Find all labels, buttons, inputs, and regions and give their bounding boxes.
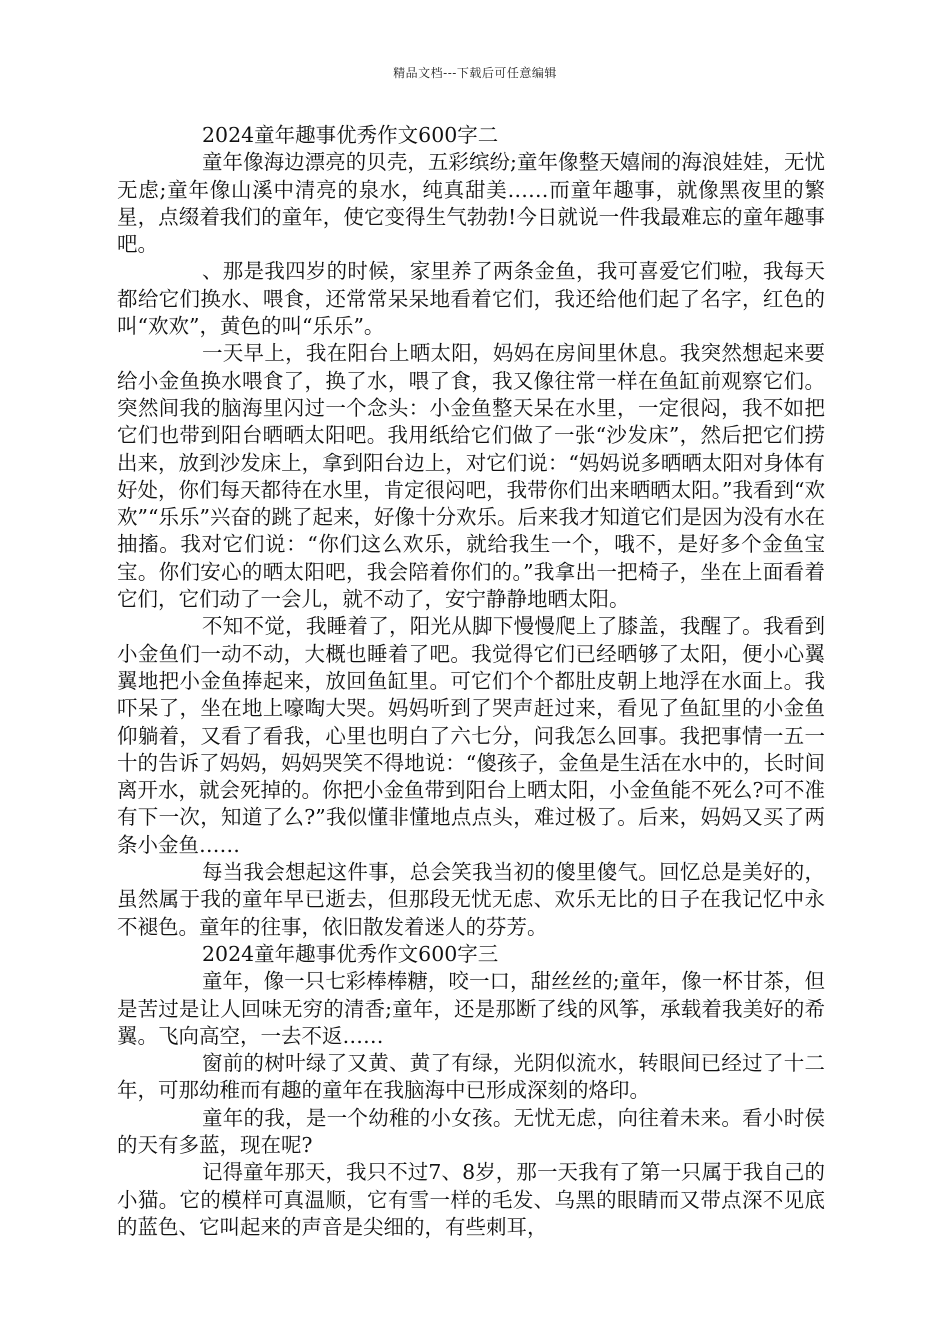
paragraph: 窗前的树叶绿了又黄、黄了有绿，光阴似流水，转眼间已经过了十二年，可那幼稚而有趣的童年在我脑海中已形成深刻的烙印。 [117,1051,825,1103]
paragraph: 童年的我，是一个幼稚的小女孩。无忧无虑，向往着未来。看小时侯的天有多蓝，现在呢? [117,1105,825,1157]
paragraph: 一天早上，我在阳台上晒太阳，妈妈在房间里休息。我突然想起来要给小金鱼换水喂食了，换了水，喂了食，我又像往常一样在鱼缸前观察它们。突然间我的脑海里闪过一个念头：小金鱼整天呆在水里，一定很闷，我不如把它们也带到阳台晒晒太阳吧。我用纸给它们做了一张“沙发床”，然后把它们捞出来，放到沙发床上，拿到阳台边上，对它们说：“妈妈说多晒晒太阳对身体有好处，你们每天都待在水里，肯定很闷吧，我带你们出来晒晒太阳。”我看到“欢欢”“乐乐”兴奋的跳了起来，好像十分欢乐。后来我才知道它们是因为没有水在抽搐。我对它们说：“你们这么欢乐，就给我生一个，哦不，是好多个金鱼宝宝。你们安心的晒太阳吧，我会陪着你们的。”我拿出一把椅子，坐在上面看着它们，它们动了一会儿，就不动了，安宁静静地晒太阳。 [117,341,825,612]
essay-title-2: 2024童年趣事优秀作文600字二 [202,123,499,147]
paragraph: 不知不觉，我睡着了，阳光从脚下慢慢爬上了膝盖，我醒了。我看到小金鱼们一动不动，大概也睡着了吧。我觉得它们已经晒够了太阳，便小心翼翼地把小金鱼捧起来，放回鱼缸里。可它们个个都肚皮朝上地浮在水面上。我吓呆了，坐在地上嚎啕大哭。妈妈听到了哭声赶过来，看见了鱼缸里的小金鱼仰躺着，又看了看我，心里也明白了六七分，问我怎么回事。我把事情一五一十的告诉了妈妈，妈妈哭笑不得地说：“傻孩子，金鱼是生活在水中的，长时间离开水，就会死掉的。你把小金鱼带到阳台上晒太阳，小金鱼能不死么?可不准有下一次，知道了么?”我似懂非懂地点点头，难过极了。后来，妈妈又买了两条小金鱼…… [117,614,825,857]
paragraph: 、那是我四岁的时候，家里养了两条金鱼，我可喜爱它们啦，我每天都给它们换水、喂食，还常常呆呆地看着它们，我还给他们起了名字，红色的叫“欢欢”，黄色的叫“乐乐”。 [117,259,825,339]
document-body [117,122,825,1241]
paragraph: 童年像海边漂亮的贝壳，五彩缤纷;童年像整天嬉闹的海浪娃娃，无忧无虑;童年像山溪中清亮的泉水，纯真甜美……而童年趣事，就像黑夜里的繁星，点缀着我们的童年，使它变得生气勃勃!今日就说一件我最难忘的童年趣事吧。 [117,150,825,257]
paragraph: 每当我会想起这件事，总会笑我当初的傻里傻气。回忆总是美好的，虽然属于我的童年早已逝去，但那段无忧无虑、欢乐无比的日子在我记忆中永不褪色。童年的往事，依旧散发着迷人的芬芳。 [117,860,825,939]
essay-title-3: 2024童年趣事优秀作文600字三 [202,941,499,966]
paragraph: 童年，像一只七彩棒棒糖，咬一口，甜丝丝的;童年，像一杯甘茶，但是苦过是让人回味无穷的清香;童年，还是那断了线的风筝，承载着我美好的希翼。飞向高空，一去不返…… [117,969,825,1048]
page-header: 精品文档---下载后可任意编辑 [393,66,557,80]
paragraph: 记得童年那天，我只不过7、8岁，那一天我有了第一只属于我自己的小猫。它的模样可真温顺，它有雪一样的毛发、乌黑的眼睛而又带点深不见底的蓝色、它叫起来的声音是尖细的，有些刺耳， [117,1160,825,1239]
